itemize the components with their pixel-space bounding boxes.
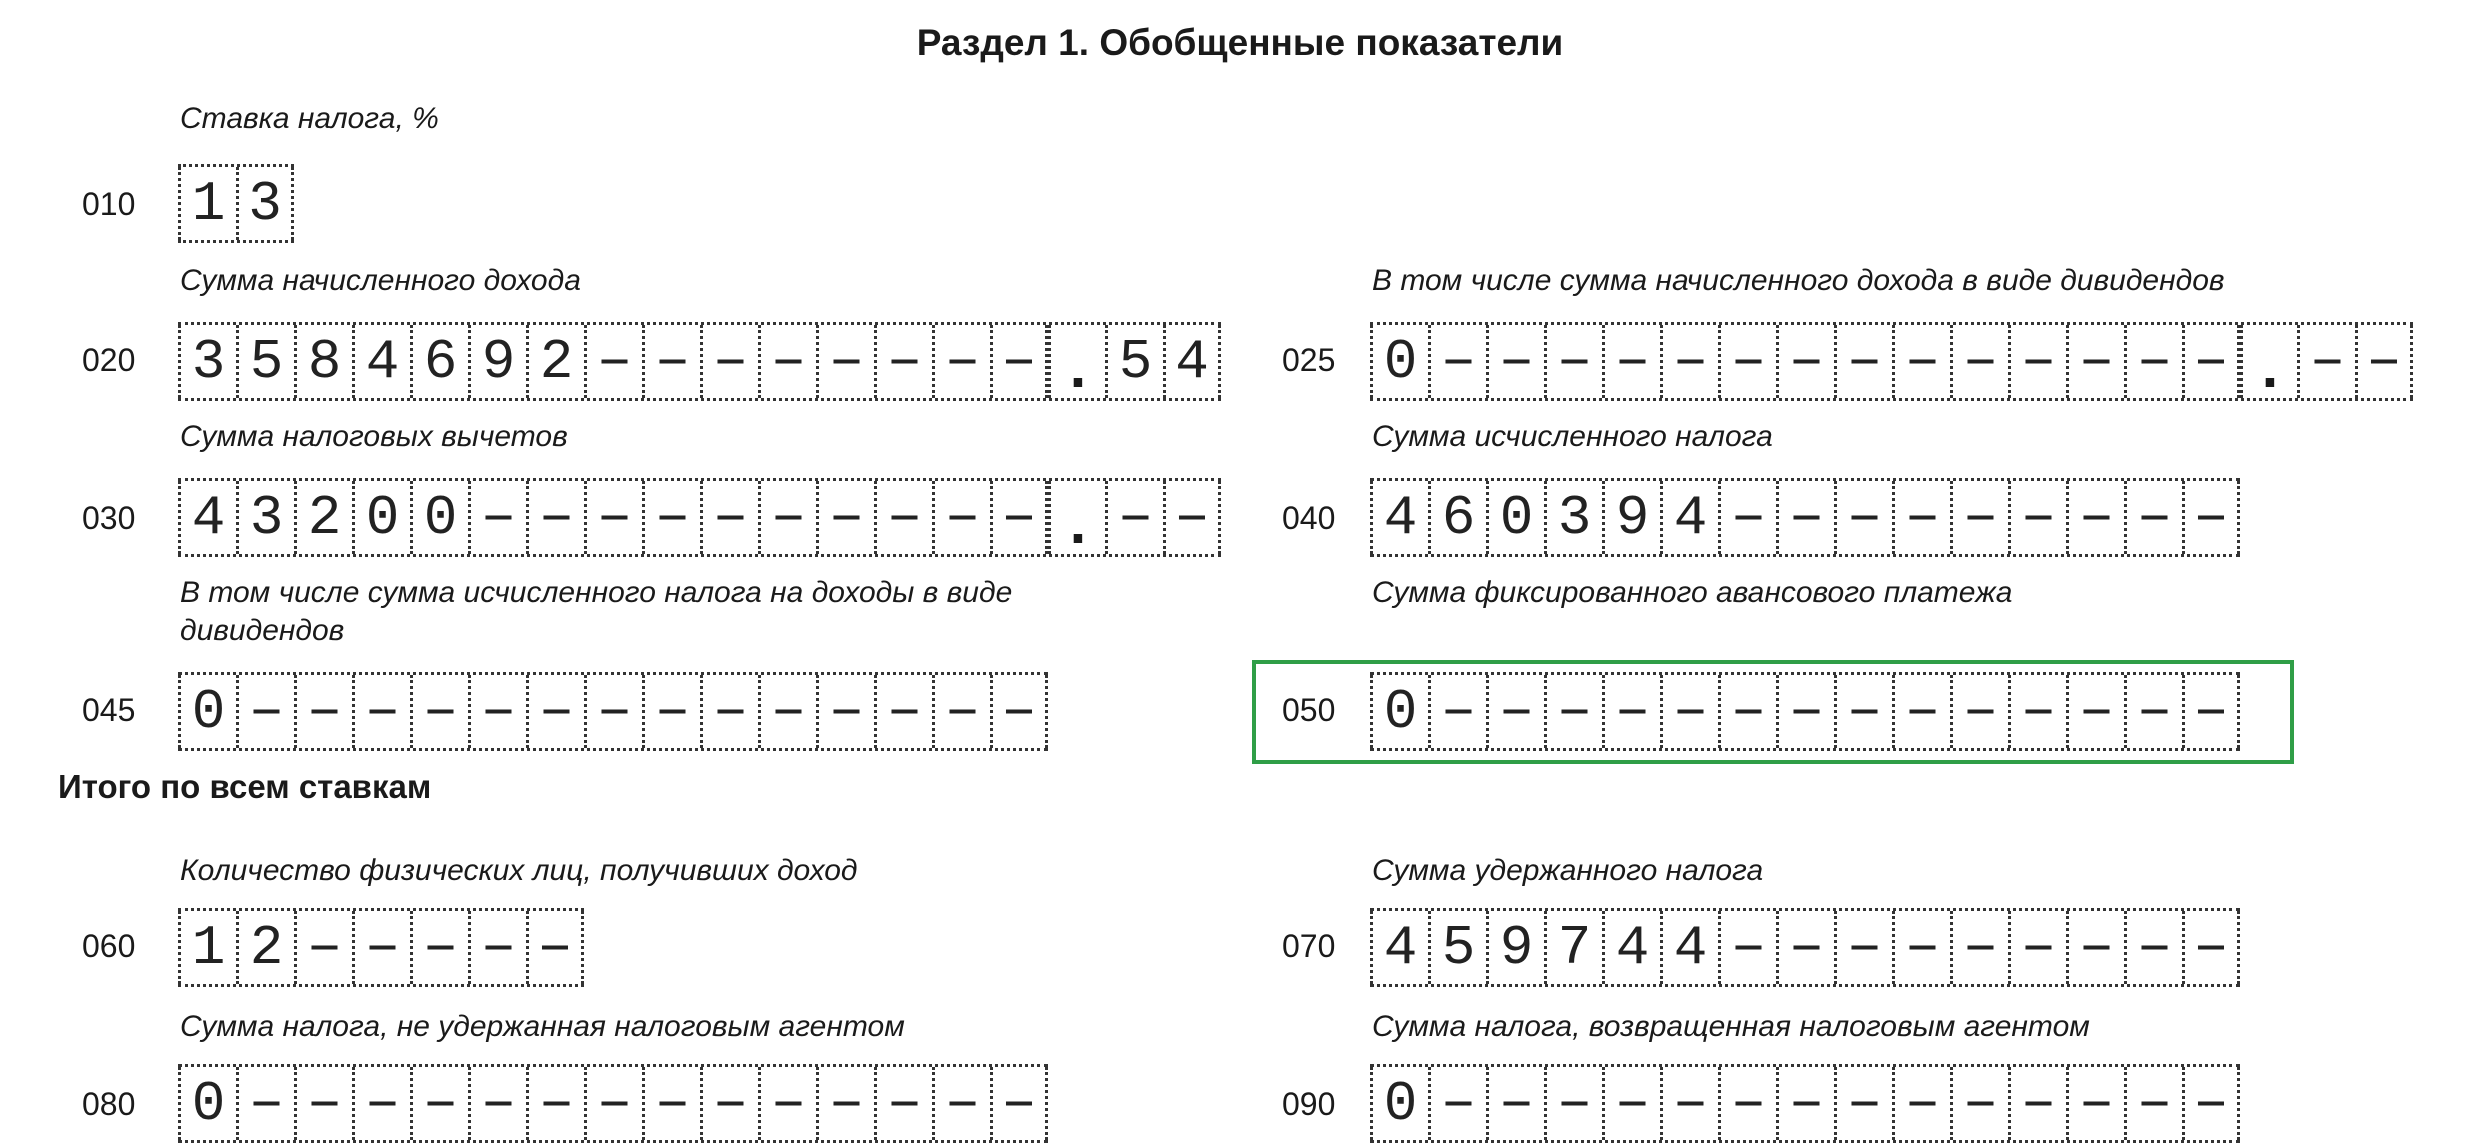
field-cells[interactable] — [1370, 478, 2240, 557]
field-label: В том числе сумма исчисленного налога на доходы в виде дивидендов — [180, 576, 1013, 647]
field-cells[interactable] — [178, 322, 1221, 401]
field-cell[interactable]: – — [468, 1067, 526, 1140]
field-code: 070 — [1282, 928, 1336, 964]
field-cell[interactable]: – — [584, 481, 642, 554]
field-cell[interactable]: 4 — [1660, 481, 1718, 554]
field-cell[interactable]: – — [526, 1067, 584, 1140]
field-cell[interactable]: 3 — [236, 481, 294, 554]
field-cell[interactable]: – — [236, 675, 294, 748]
field-cell[interactable]: – — [874, 325, 932, 398]
field-code: 045 — [82, 692, 136, 728]
field-cell[interactable]: – — [1486, 1067, 1544, 1140]
field-cell[interactable]: 0 — [1370, 1067, 1428, 1140]
field-cell[interactable]: 8 — [294, 325, 352, 398]
field-cell[interactable]: 6 — [410, 325, 468, 398]
field-code: 050 — [1282, 692, 1336, 728]
field-cell[interactable]: 2 — [236, 911, 294, 984]
field-cells[interactable] — [1370, 322, 2413, 401]
field-cell[interactable]: – — [1718, 675, 1776, 748]
field-cell[interactable]: – — [990, 675, 1048, 748]
field-cell[interactable]: – — [874, 1067, 932, 1140]
field-cell[interactable]: – — [410, 1067, 468, 1140]
field-cell[interactable]: – — [816, 675, 874, 748]
field-cell[interactable]: 4 — [1602, 911, 1660, 984]
field-cell[interactable]: – — [1776, 481, 1834, 554]
field-cell[interactable]: 9 — [1602, 481, 1660, 554]
field-cell[interactable]: – — [1892, 1067, 1950, 1140]
field-cell[interactable]: – — [2008, 911, 2066, 984]
field-cell[interactable]: – — [294, 675, 352, 748]
field-cell[interactable]: 0 — [410, 481, 468, 554]
field-label: Сумма начисленного дохода — [180, 264, 581, 297]
field-cell[interactable]: – — [1950, 481, 2008, 554]
field-cell[interactable]: – — [1892, 911, 1950, 984]
field-cell[interactable]: 2 — [294, 481, 352, 554]
field-cell[interactable]: – — [932, 325, 990, 398]
field-cell[interactable]: – — [642, 325, 700, 398]
field-cell[interactable]: – — [932, 675, 990, 748]
field-cell[interactable]: – — [526, 911, 584, 984]
field-cell[interactable]: – — [932, 481, 990, 554]
field-cell[interactable]: – — [294, 1067, 352, 1140]
field-cells[interactable] — [1370, 672, 2240, 751]
field-cell[interactable]: – — [700, 325, 758, 398]
field-cell[interactable]: – — [700, 1067, 758, 1140]
field-cells[interactable] — [1370, 908, 2240, 987]
field-cell[interactable]: – — [758, 675, 816, 748]
field-cell[interactable]: 4 — [178, 481, 236, 554]
field-cell[interactable]: – — [468, 481, 526, 554]
field-cell[interactable]: – — [410, 675, 468, 748]
field-cell[interactable]: – — [1428, 675, 1486, 748]
field-cell[interactable]: 9 — [1486, 911, 1544, 984]
field-cell[interactable]: 4 — [1370, 911, 1428, 984]
field-label: Сумма налога, не удержанная налоговым агентом — [180, 1010, 905, 1043]
field-cell[interactable]: 0 — [1370, 675, 1428, 748]
field-cell[interactable]: – — [2182, 481, 2240, 554]
totals-heading: Итого по всем ставкам — [58, 768, 432, 805]
field-cell[interactable]: – — [758, 1067, 816, 1140]
field-decimal-cell[interactable]: 4 — [1163, 325, 1221, 398]
field-cell[interactable]: – — [1950, 911, 2008, 984]
field-cell[interactable]: – — [2124, 325, 2182, 398]
field-cell[interactable]: 3 — [236, 167, 294, 240]
field-cell[interactable]: 0 — [178, 1067, 236, 1140]
field-cell[interactable]: – — [1602, 675, 1660, 748]
field-cell[interactable]: 3 — [1544, 481, 1602, 554]
field-cell[interactable]: – — [1428, 325, 1486, 398]
field-cells[interactable] — [178, 478, 1221, 557]
field-cell[interactable]: – — [294, 911, 352, 984]
field-cells[interactable] — [178, 908, 584, 987]
field-cell[interactable]: – — [352, 911, 410, 984]
field-cell[interactable]: – — [526, 481, 584, 554]
field-cell[interactable]: – — [2066, 675, 2124, 748]
field-cell[interactable]: – — [2182, 675, 2240, 748]
field-code: 025 — [1282, 342, 1336, 378]
field-cell[interactable]: – — [816, 481, 874, 554]
field-cell[interactable]: – — [990, 1067, 1048, 1140]
field-cell[interactable]: – — [1602, 1067, 1660, 1140]
field-label: Сумма фиксированного авансового платежа — [1372, 576, 2013, 609]
field-cell[interactable]: 6 — [1428, 481, 1486, 554]
field-cell[interactable]: – — [1950, 325, 2008, 398]
field-cell[interactable]: – — [1544, 675, 1602, 748]
field-cell[interactable]: – — [874, 675, 932, 748]
field-label: Сумма исчисленного налога — [1372, 420, 1773, 453]
field-cell[interactable]: – — [2124, 481, 2182, 554]
field-cell[interactable]: – — [990, 481, 1048, 554]
field-cell[interactable]: – — [1834, 325, 1892, 398]
field-cell[interactable]: – — [584, 325, 642, 398]
field-cell[interactable]: – — [2066, 325, 2124, 398]
field-cell[interactable]: 4 — [1370, 481, 1428, 554]
field-cell[interactable]: – — [2182, 325, 2240, 398]
field-cell[interactable]: – — [1834, 675, 1892, 748]
section-title: Раздел 1. Обобщенные показатели — [916, 22, 1564, 63]
field-decimal-cell[interactable]: – — [1163, 481, 1221, 554]
field-cell[interactable]: – — [584, 675, 642, 748]
field-cell[interactable]: – — [1718, 481, 1776, 554]
field-cell[interactable]: – — [584, 1067, 642, 1140]
field-cell[interactable]: 7 — [1544, 911, 1602, 984]
decimal-separator: . — [1048, 481, 1105, 554]
field-code: 030 — [82, 500, 136, 536]
field-cells[interactable] — [178, 164, 294, 243]
field-cell[interactable]: – — [1776, 675, 1834, 748]
field-cell[interactable]: – — [2124, 675, 2182, 748]
field-cell[interactable]: 0 — [1486, 481, 1544, 554]
field-cell[interactable]: – — [816, 325, 874, 398]
field-label: Сумма налога, возвращенная налоговым агентом — [1372, 1010, 2090, 1043]
field-cell[interactable]: – — [1486, 675, 1544, 748]
field-cell[interactable]: – — [642, 481, 700, 554]
field-cell[interactable]: – — [468, 675, 526, 748]
field-cell[interactable]: 3 — [178, 325, 236, 398]
field-cell[interactable]: – — [758, 325, 816, 398]
field-cell[interactable]: 2 — [526, 325, 584, 398]
field-code: 040 — [1282, 500, 1336, 536]
field-cell[interactable]: – — [1718, 1067, 1776, 1140]
field-cell[interactable]: – — [2124, 1067, 2182, 1140]
field-cell[interactable]: – — [2124, 911, 2182, 984]
field-code: 010 — [82, 186, 136, 222]
field-cell[interactable]: – — [700, 675, 758, 748]
field-cells[interactable] — [178, 672, 1048, 751]
field-code: 080 — [82, 1086, 136, 1122]
field-cell[interactable]: – — [700, 481, 758, 554]
field-decimal-cell[interactable]: – — [2355, 325, 2413, 398]
field-cell[interactable]: 5 — [1428, 911, 1486, 984]
field-label: В том числе сумма начисленного дохода в виде дивидендов — [1372, 264, 2225, 297]
field-cell[interactable]: 0 — [178, 675, 236, 748]
field-cell[interactable]: – — [1892, 675, 1950, 748]
field-cell[interactable]: – — [816, 1067, 874, 1140]
field-cell[interactable]: 4 — [352, 325, 410, 398]
field-cell[interactable]: – — [1892, 325, 1950, 398]
field-decimal-cell[interactable]: – — [2297, 325, 2355, 398]
field-cell[interactable]: – — [2066, 911, 2124, 984]
field-cell[interactable]: – — [1950, 675, 2008, 748]
field-cell[interactable]: 9 — [468, 325, 526, 398]
decimal-separator: . — [1048, 325, 1105, 398]
field-cell[interactable]: – — [2182, 1067, 2240, 1140]
field-cell[interactable]: – — [2008, 481, 2066, 554]
field-cell[interactable]: – — [1776, 325, 1834, 398]
field-cell[interactable]: – — [236, 1067, 294, 1140]
field-cell[interactable]: – — [2066, 481, 2124, 554]
field-cell[interactable]: – — [1776, 911, 1834, 984]
field-cells[interactable] — [178, 1064, 1048, 1143]
field-cell[interactable]: – — [1776, 1067, 1834, 1140]
field-cell[interactable]: – — [526, 675, 584, 748]
field-cell[interactable]: – — [758, 481, 816, 554]
field-cell[interactable]: – — [2008, 675, 2066, 748]
field-cell[interactable]: – — [1544, 325, 1602, 398]
field-cell[interactable]: – — [2008, 1067, 2066, 1140]
field-label: Количество физических лиц, получивших доход — [180, 854, 858, 887]
field-code: 060 — [82, 928, 136, 964]
field-cell[interactable]: – — [410, 911, 468, 984]
field-cell[interactable]: – — [642, 675, 700, 748]
field-cell[interactable]: – — [990, 325, 1048, 398]
field-cell[interactable]: – — [1950, 1067, 2008, 1140]
field-cell[interactable]: – — [874, 481, 932, 554]
field-cell[interactable]: – — [1660, 1067, 1718, 1140]
field-cell[interactable]: – — [1602, 325, 1660, 398]
field-cell[interactable]: – — [1544, 1067, 1602, 1140]
field-cell[interactable]: – — [352, 1067, 410, 1140]
decimal-separator: . — [2240, 325, 2297, 398]
field-cell[interactable]: – — [932, 1067, 990, 1140]
field-cell[interactable]: – — [1660, 325, 1718, 398]
field-cell[interactable]: – — [1834, 481, 1892, 554]
field-cell[interactable]: – — [642, 1067, 700, 1140]
field-cell[interactable]: 0 — [352, 481, 410, 554]
field-cell[interactable]: – — [1718, 325, 1776, 398]
field-cell[interactable]: – — [468, 911, 526, 984]
field-cell[interactable]: 1 — [178, 167, 236, 240]
field-cell[interactable]: 4 — [1660, 911, 1718, 984]
field-cell[interactable]: – — [1486, 325, 1544, 398]
field-cell[interactable]: – — [1834, 1067, 1892, 1140]
field-label: Сумма удержанного налога — [1372, 854, 1764, 887]
field-cell[interactable]: – — [1892, 481, 1950, 554]
field-cell[interactable]: – — [2182, 911, 2240, 984]
field-cell[interactable]: 1 — [178, 911, 236, 984]
field-code: 090 — [1282, 1086, 1336, 1122]
field-decimal-cell[interactable]: 5 — [1105, 325, 1163, 398]
field-cell[interactable]: – — [352, 675, 410, 748]
field-label: Ставка налога, % — [180, 102, 439, 135]
field-decimal-cell[interactable]: – — [1105, 481, 1163, 554]
field-cell[interactable]: – — [1834, 911, 1892, 984]
field-cell[interactable]: – — [2008, 325, 2066, 398]
field-cell[interactable]: – — [1718, 911, 1776, 984]
field-cell[interactable]: – — [2066, 1067, 2124, 1140]
field-cell[interactable]: – — [1660, 675, 1718, 748]
field-code: 020 — [82, 342, 136, 378]
field-label: Сумма налоговых вычетов — [180, 420, 568, 453]
field-cells[interactable] — [1370, 1064, 2240, 1143]
field-cell[interactable]: – — [1428, 1067, 1486, 1140]
field-cell[interactable]: 0 — [1370, 325, 1428, 398]
field-cell[interactable]: 5 — [236, 325, 294, 398]
